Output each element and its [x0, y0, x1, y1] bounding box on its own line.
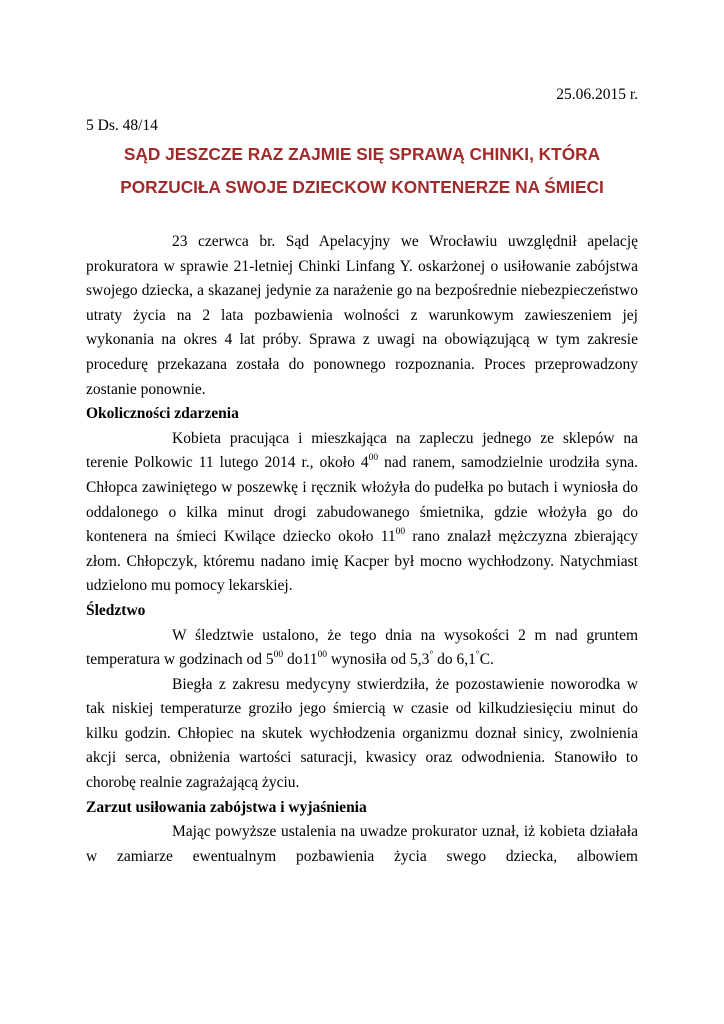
superscript: 00	[368, 453, 379, 464]
section-heading-circumstances: Okoliczności zdarzenia	[86, 405, 239, 423]
text-run: wynosiła od 5,3	[326, 651, 430, 669]
document-date: 25.06.2015 r.	[556, 86, 638, 103]
superscript: 00	[395, 526, 406, 537]
superscript: 00	[273, 649, 284, 660]
investigation-paragraph-2: Biegła z zakresu medycyny stwierdziła, że pozostawienie noworodka w tak niskiej temperaturze groziło jego śmiercią w czasie od kilkudziesięciu minut do kilku godzin. Chłopiec na skutek wychłodzenia organizmu doznał sinicy, zwolnienia akcji serca, obniżenia wartości saturacji, kwasicy oraz odwodnienia. Stanowiło to chorobę realnie zagrażającą życiu.	[86, 675, 638, 792]
text-run: W śledztwie ustalono, że tego dnia na wysokości 2 m nad gruntem temperatura w godzinach od 5	[86, 626, 638, 669]
text-run: Kobieta pracująca i mieszkająca na zapleczu jednego ze sklepów na terenie Polkowic 11 lutego 2014 r., około 4	[86, 429, 638, 472]
text-run: rano znalazł mężczyzna zbierający złom. Chłopczyk, któremu nadano imię Kacper był mocno wychłodzony. Natychmiast udzielono mu pomocy lekarskiej.	[86, 528, 638, 595]
section-heading-charge: Zarzut usiłowania zabójstwa i wyjaśnienia	[86, 798, 367, 816]
text-run: do 6,1	[433, 651, 476, 669]
title-line-1: SĄD JESZCZE RAZ ZAJMIE SIĘ SPRAWĄ CHINKI, KTÓRA	[123, 144, 601, 164]
intro-paragraph: 23 czerwca br. Sąd Apelacyjny we Wrocławiu uwzględnił apelację prokuratora w sprawie 21-letniej Chinki Linfang Y. oskarżonej o usiłowanie zabójstwa swojego dziecka, a skazanej jedynie za narażenie go na bezpośrednie niebezpieczeństwo utraty życia na 2 lata pozbawienia wolności z warunkowym zawieszeniem jej wykonania na okres 4 lat próby. Sprawa z uwagi na obowiązującą w tym zakresie procedurę przekazana została do ponownego rozpoznania. Proces przeprowadzony zostanie ponownie.	[86, 233, 638, 398]
case-reference: 5 Ds. 48/14	[86, 117, 158, 134]
section-heading-investigation: Śledztwo	[86, 601, 146, 619]
text-run: nad ranem, samodzielnie urodziła syna. Chłopca zawiniętego w poszewkę i ręcznik włożyła do pudełka po butach i wyniosła do oddalonego o kilka minut drogi zabudowanego śmietnika, gdzie włożyła go do kontenera na śmieci Kwilące dziecko około 11	[86, 454, 638, 546]
text-run: C.	[479, 651, 494, 669]
title-line-2: PORZUCIŁA SWOJE DZIECKOW KONTENERZE NA ŚMIECI	[120, 177, 604, 197]
investigation-paragraph-1	[86, 624, 638, 673]
charge-paragraph: Mając powyższe ustalenia na uwadze prokurator uznał, iż kobieta działała w zamiarze ewentualnym pozbawienia życia swego dziecka, albowiem	[86, 823, 638, 865]
superscript: °	[429, 649, 434, 660]
superscript: °	[475, 649, 480, 660]
document-body	[86, 230, 638, 869]
circumstances-paragraph	[86, 427, 638, 599]
text-run: do11	[283, 651, 318, 669]
document-title	[86, 138, 638, 204]
superscript: 00	[317, 649, 327, 660]
